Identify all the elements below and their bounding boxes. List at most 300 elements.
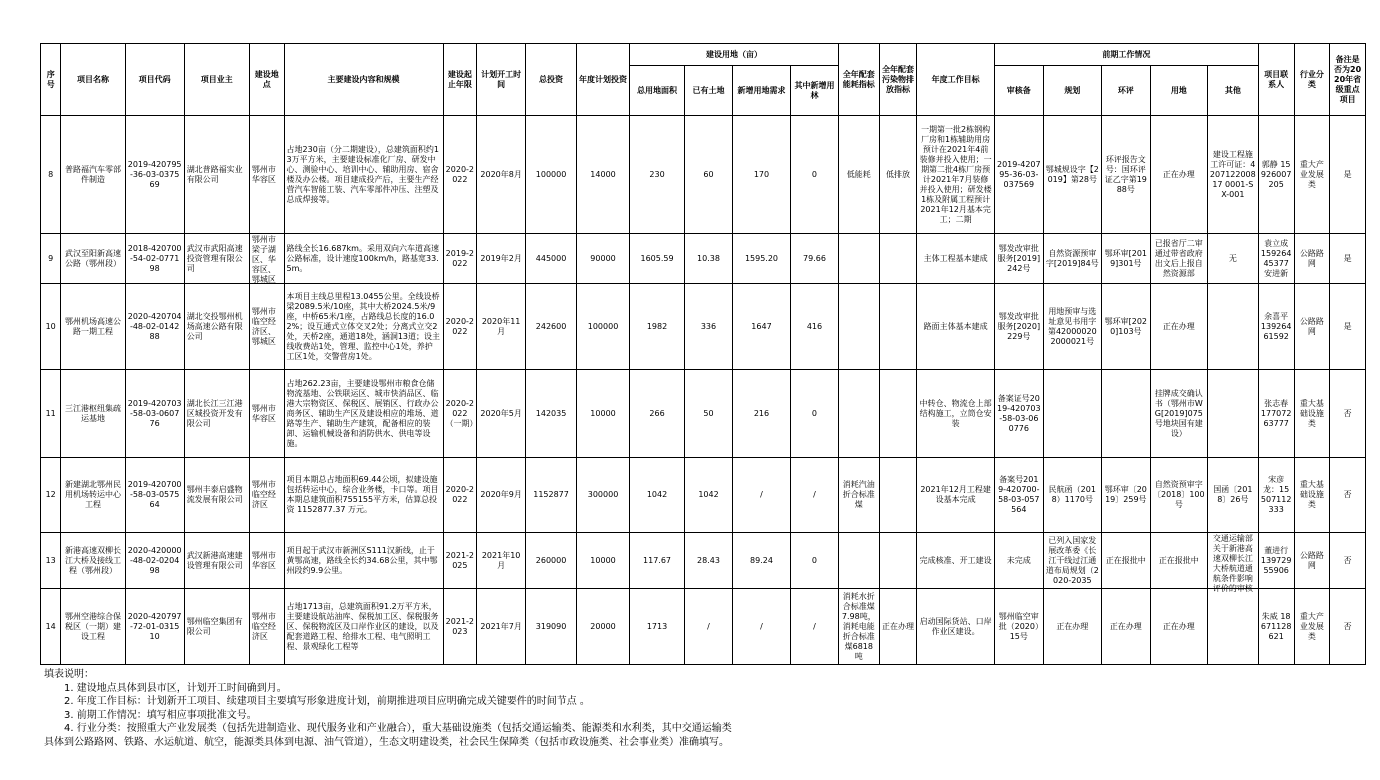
cell-text: 2020-2022（一期） — [445, 398, 478, 428]
cell-contact — [1258, 589, 1294, 665]
cell-land-have — [685, 284, 733, 370]
cell-eia — [1101, 370, 1150, 458]
cell-text: 2021-2025 — [445, 550, 475, 570]
cell-text: 武汉市武阳高速投资管理有限公司 — [186, 243, 243, 273]
cell-remark — [1330, 370, 1366, 458]
cell-contact — [1258, 116, 1294, 234]
note-4: 4. 行业分类：按照重大产业发展类（包括先进制造业、现代服务业和产业融合），重大基础设施类（包括交通运输类、能源类和水利类，其中交通运输类 — [64, 723, 732, 734]
header-land-have: 已有土地 — [685, 66, 733, 116]
cell-contact — [1258, 284, 1294, 370]
cell-seq — [41, 234, 61, 284]
cell-land-new — [732, 533, 790, 589]
cell-text: 10000 — [590, 555, 616, 565]
cell-start — [477, 458, 526, 533]
header-name: 项目名称 — [61, 44, 125, 116]
cell-land-forest — [791, 458, 839, 533]
cell-text: 路线全长16.687km。采用双向六车道高速公路标准，设计速度100km/h，路基宽33.5m。 — [286, 243, 439, 273]
cell-land-have — [685, 116, 733, 234]
cell-land-forest — [791, 589, 839, 665]
cell-location — [249, 533, 284, 589]
cell-text: 宋彦龙：15507112333 — [1260, 475, 1292, 514]
cell-text: 重大基础设施类 — [1299, 480, 1324, 509]
cell-energy — [838, 533, 879, 589]
cell-name — [61, 589, 125, 665]
cell-category — [1294, 234, 1330, 284]
cell-text: 占地262.23亩，主要建设鄂州市粮食仓储物流基地、公铁联运区、城市快消品区、临港大宗物资区、保税区、展销区、行政办公商务区、辅助生产区及建设相应的堆场、道路等生产、辅助生产建筑，配备相应的装卸、运输机械设备和消防供水、供电等设施。 — [286, 378, 439, 448]
cell-planning — [1043, 589, 1101, 665]
cell-code — [125, 589, 184, 665]
cell-planning — [1043, 458, 1101, 533]
cell-content — [284, 458, 443, 533]
table-row — [41, 370, 1366, 458]
cell-text: 正在办理 — [1162, 621, 1195, 631]
note-1: 1. 建设地点具体到县市区，计划开工时间确到月。 — [64, 682, 287, 694]
cell-seq — [41, 284, 61, 370]
header-owner: 项目业主 — [184, 44, 249, 116]
cell-text: 11 — [45, 408, 56, 418]
cell-seq — [41, 116, 61, 234]
cell-text: 鄂州市临空经济区 — [251, 611, 276, 641]
note-2: 2. 年度工作目标：计划新开工项目、续建项目主要填写形象进度计划，前期推进项目应明确完成关键要件的时间节点 。 — [64, 696, 590, 707]
cell-other — [1207, 370, 1258, 458]
cell-approval — [994, 458, 1043, 533]
cell-text: 一期第一批2栋钢构厂房和1栋辅助用房预计在2021年4前装修并投入使用；一期第二批4栋厂房预计2021年7月装修并投入使用；研发楼1栋及附属工程预计2021年12月基本完工；二期 — [919, 124, 992, 224]
cell-remark — [1330, 458, 1366, 533]
cell-text: 319090 — [535, 621, 567, 631]
notes-section — [44, 668, 1364, 749]
cell-text: 鄂发改审批服务[2019]242号 — [997, 243, 1041, 273]
cell-text: 1042 — [646, 490, 668, 499]
cell-category — [1294, 370, 1330, 458]
cell-owner — [184, 533, 249, 589]
cell-land-new — [732, 234, 790, 284]
cell-goal — [917, 458, 994, 533]
cell-text: 建设工程施工许可证：420712200817 0001-SX-001 — [1209, 149, 1256, 199]
cell-text: 新建湖北鄂州民用机场转运中心工程 — [64, 480, 121, 509]
cell-planning — [1043, 116, 1101, 234]
cell-energy — [838, 116, 879, 234]
cell-text: 新港高速双柳长江大桥及接线工程（鄂州段） — [64, 545, 121, 575]
cell-owner — [184, 284, 249, 370]
cell-text: 否 — [1343, 621, 1352, 631]
header-pollution: 全年配套污染物排放指标 — [879, 44, 917, 116]
cell-text: 2019年2月 — [480, 253, 522, 263]
cell-text: 武汉新港高速建设管理有限公司 — [186, 550, 243, 570]
cell-seq — [41, 533, 61, 589]
cell-land-forest — [791, 284, 839, 370]
cell-land-new — [732, 116, 790, 234]
cell-text: / — [813, 490, 816, 499]
cell-text: 主体工程基本建成 — [923, 253, 988, 263]
cell-text: 项目起于武汉市新洲区S111汉新线，止于黄鄂高速，路线全长约34.68公里，其中鄂州段约9.9公里。 — [286, 545, 438, 575]
header-other: 其他 — [1207, 66, 1258, 116]
cell-land-forest — [791, 234, 839, 284]
header-land-forest: 其中新增用林 — [791, 66, 839, 116]
cell-text: 湖北长江三江港区城投资开发有限公司 — [186, 398, 243, 428]
cell-text: 2020-420704-48-02-014288 — [127, 311, 182, 341]
cell-other — [1207, 589, 1258, 665]
cell-landuse — [1150, 458, 1207, 533]
cell-land-new — [732, 370, 790, 458]
cell-remark — [1330, 116, 1366, 234]
cell-text: 170 — [753, 169, 770, 179]
cell-text: 2021年10月 — [481, 550, 521, 570]
table-row — [41, 284, 1366, 370]
note-3: 3. 前期工作情况：填写相应事项批准文号。 — [64, 709, 257, 721]
cell-text: 正在办理 — [1162, 321, 1195, 331]
cell-text: 鄂环审[2019]301号 — [1104, 248, 1148, 268]
cell-text: 1647 — [751, 321, 772, 331]
header-landuse: 用地 — [1150, 66, 1207, 116]
cell-text: 2019-2022 — [445, 248, 475, 268]
cell-energy — [838, 589, 879, 665]
cell-text: 重大基础设施类 — [1299, 398, 1324, 428]
cell-text: 项目本期总占地面积69.44公顷，拟建设施包括转运中心，综合业务楼，卡口等。项目本期总建筑面积755155平方米，估算总投资 1152877.37 万元。 — [286, 475, 439, 514]
cell-text: 2019-420795-36-03-037569 — [997, 159, 1041, 189]
cell-text: 鄂发改审批服务[2020]229号 — [997, 311, 1041, 341]
cell-text: 武汉至阳新高速公路（鄂州段） — [64, 248, 121, 268]
cell-text: 2020年11月 — [481, 316, 521, 336]
cell-content — [284, 533, 443, 589]
header-start: 计划开工时间 — [477, 44, 526, 116]
cell-text: 鄂州市临空经济区 — [251, 480, 276, 509]
cell-text: 鄂环审〔2019〕259号 — [1104, 485, 1147, 504]
cell-land-total — [630, 284, 685, 370]
cell-pollution — [879, 116, 917, 234]
cell-text: 28.43 — [697, 555, 720, 565]
cell-text: 13 — [45, 555, 56, 565]
cell-code — [125, 370, 184, 458]
cell-text: 416 — [806, 321, 823, 331]
cell-approval — [994, 533, 1043, 589]
table-row — [41, 234, 1366, 284]
cell-text: 0 — [811, 408, 818, 418]
cell-total — [526, 458, 577, 533]
cell-land-forest — [791, 116, 839, 234]
cell-land-have — [685, 533, 733, 589]
cell-text: 郭静 15926007205 — [1260, 159, 1292, 189]
header-row-1 — [41, 44, 1366, 66]
cell-approval — [994, 116, 1043, 234]
cell-text: 20000 — [590, 621, 616, 631]
project-table-container — [40, 43, 1366, 665]
cell-text: 湖北交投鄂州机场高速公路有限公司 — [186, 311, 243, 341]
cell-land-total — [630, 533, 685, 589]
cell-text: 董进行 13972955906 — [1260, 545, 1292, 575]
cell-text: 2018-420700-54-02-077198 — [127, 243, 182, 273]
table-body — [41, 116, 1366, 665]
cell-content — [284, 370, 443, 458]
header-goal: 年度工作目标 — [917, 44, 994, 116]
cell-text: 1042 — [698, 490, 719, 499]
cell-text: 266 — [649, 408, 665, 418]
cell-start — [477, 234, 526, 284]
cell-text: 本项目主线总里程13.0455公里。全线设桥梁2089.5米/10座，其中大桥2024.5米/9座，中桥65米/1座，占路线总长度的16.02%；设互通式立体交叉2处；分离式立交2处，天桥2座，通道18处，涵洞13道；设主线收费站1处，管理、监控中心1处，养护工区1处，交警营房1处。 — [286, 291, 440, 361]
cell-annual — [577, 284, 630, 370]
cell-land-total — [630, 458, 685, 533]
header-pre-group: 前期工作情况 — [994, 44, 1258, 66]
cell-text: 自然资预审字〔2018〕100号 — [1152, 480, 1205, 509]
cell-code — [125, 116, 184, 234]
cell-text: 路面主体基本建成 — [923, 321, 988, 331]
cell-eia — [1101, 284, 1150, 370]
cell-period — [443, 116, 477, 234]
cell-text: 90000 — [590, 253, 616, 263]
cell-text: 完成核准、开工建设 — [919, 555, 992, 565]
cell-text: 占地230亩（分二期建设），总建筑面积约13万平方米，主要建设标准化厂房、研发中心、测验中心、培训中心、辅助用房、宿舍楼及办公楼。项目建成投产后，主要生产经营汽车智能工装、汽车零部件冲压、注塑及总成焊接等。 — [286, 144, 439, 204]
cell-text: 备案证号2019-420703-58-03-060776 — [997, 393, 1041, 433]
cell-landuse — [1150, 234, 1207, 284]
cell-text: 鄂州临空集团有限公司 — [186, 616, 243, 636]
header-category: 行业分类 — [1294, 44, 1330, 116]
cell-approval — [994, 234, 1043, 284]
cell-content — [284, 234, 443, 284]
cell-annual — [577, 234, 630, 284]
cell-text: 低排放 — [886, 169, 911, 179]
cell-period — [443, 370, 477, 458]
cell-text: 50 — [703, 408, 714, 418]
cell-total — [526, 284, 577, 370]
cell-owner — [184, 370, 249, 458]
cell-text: 2021年7月 — [480, 621, 522, 631]
cell-text: 挂牌成交确认书（鄂州市WG[2019]075号地块国有建设） — [1154, 388, 1203, 438]
header-content: 主要建设内容和规模 — [284, 44, 443, 116]
cell-text: 0 — [811, 555, 818, 565]
cell-approval — [994, 284, 1043, 370]
cell-text: 2020-420000-48-02-020498 — [127, 545, 182, 575]
cell-contact — [1258, 533, 1294, 589]
cell-annual — [577, 589, 630, 665]
cell-text: 公路路网 — [1299, 550, 1324, 570]
header-eia: 环评 — [1101, 66, 1150, 116]
cell-text: 用地预审与选址意见书用字第420000202000021号 — [1047, 306, 1097, 346]
cell-text: 鄂州市华容区 — [251, 550, 276, 570]
cell-goal — [917, 370, 994, 458]
cell-pollution — [879, 284, 917, 370]
cell-goal — [917, 589, 994, 665]
cell-text: 2021年12月工程建设基本完成 — [920, 485, 991, 504]
cell-remark — [1330, 533, 1366, 589]
cell-text: 重大产业发展类 — [1299, 611, 1324, 641]
cell-text: 重大产业发展类 — [1299, 159, 1324, 189]
cell-content — [284, 284, 443, 370]
cell-energy — [838, 370, 879, 458]
cell-text: 正在办理 — [1109, 621, 1142, 631]
cell-eia — [1101, 458, 1150, 533]
cell-text: 2019-420703-58-03-060776 — [127, 398, 182, 428]
cell-pollution — [879, 533, 917, 589]
cell-text: 中转仓、物流仓上部结构施工，立筒仓安装 — [919, 398, 992, 428]
cell-text: 朱威 18671128621 — [1260, 611, 1292, 641]
cell-pollution — [879, 234, 917, 284]
cell-land-new — [732, 589, 790, 665]
cell-location — [249, 589, 284, 665]
cell-text: 国函〔2018〕26号 — [1213, 485, 1253, 504]
cell-remark — [1330, 234, 1366, 284]
cell-goal — [917, 234, 994, 284]
cell-period — [443, 458, 477, 533]
cell-text: / — [760, 621, 763, 631]
header-location: 建设地点 — [249, 44, 284, 116]
cell-remark — [1330, 589, 1366, 665]
cell-planning — [1043, 370, 1101, 458]
cell-text: 占地1713亩，总建筑面积91.2万平方米，主要建设航站油库、保税加工区、保税服务区、保税物流区及口岸作业区的建设，以及配套道路工程、给排水工程、电气照明工程、景观绿化工程等 — [286, 601, 439, 651]
cell-text: 1982 — [646, 321, 668, 331]
cell-text: 2020-2022 — [445, 485, 475, 504]
cell-content — [284, 116, 443, 234]
cell-energy — [838, 284, 879, 370]
cell-pollution — [879, 589, 917, 665]
cell-text: 8 — [48, 169, 54, 179]
note-4-continued: 具体到公路路网、铁路、水运航道、航空，能源类具体到电源、油气管道），生态文明建设类，社会民生保障类（包括市政设施类、社会事业类）准确填写。 — [44, 736, 729, 748]
table-row — [41, 116, 1366, 234]
cell-start — [477, 370, 526, 458]
cell-annual — [577, 458, 630, 533]
cell-text: 余喜平 13926461592 — [1260, 311, 1292, 341]
cell-text: 100000 — [587, 321, 619, 331]
cell-text: 300000 — [587, 490, 619, 499]
cell-text: 89.24 — [750, 555, 773, 565]
cell-period — [443, 533, 477, 589]
cell-land-have — [685, 234, 733, 284]
cell-location — [249, 234, 284, 284]
cell-planning — [1043, 533, 1101, 589]
header-remark: 备注是否为2020年省级重点项目 — [1330, 44, 1366, 116]
cell-other — [1207, 458, 1258, 533]
cell-eia — [1101, 589, 1150, 665]
cell-text: 鄂环审[2020]103号 — [1104, 316, 1148, 336]
cell-land-new — [732, 284, 790, 370]
cell-planning — [1043, 234, 1101, 284]
header-approval: 审核备 — [994, 66, 1043, 116]
notes-title: 填表说明： — [44, 669, 94, 680]
cell-seq — [41, 458, 61, 533]
cell-text: 民航函（2018）1170号 — [1048, 485, 1096, 504]
cell-name — [61, 533, 125, 589]
cell-text: 2020年9月 — [480, 490, 522, 499]
cell-text: 鄂州机场高速公路一期工程 — [64, 316, 121, 336]
cell-eia — [1101, 234, 1150, 284]
cell-text: 已列入国家发展改革委《长江干线过江通道布局规划（2020-2035 — [1045, 535, 1099, 585]
cell-pollution — [879, 458, 917, 533]
cell-content — [284, 589, 443, 665]
header-planning: 规划 — [1043, 66, 1101, 116]
table-row — [41, 458, 1366, 533]
cell-text: 正在报批中 — [1158, 555, 1199, 565]
cell-text: / — [813, 621, 816, 631]
cell-text: 张志春 17707263777 — [1260, 398, 1292, 428]
cell-text: 无 — [1228, 253, 1237, 263]
cell-land-total — [630, 589, 685, 665]
cell-location — [249, 370, 284, 458]
cell-remark — [1330, 284, 1366, 370]
cell-text: 是 — [1343, 321, 1352, 331]
cell-category — [1294, 458, 1330, 533]
cell-start — [477, 284, 526, 370]
cell-eia — [1101, 533, 1150, 589]
cell-text: 湖北普路福实业有限公司 — [186, 164, 243, 184]
header-seq: 序号 — [41, 44, 61, 116]
header-land-group: 建设用地（亩） — [630, 44, 839, 66]
cell-owner — [184, 458, 249, 533]
cell-text: 否 — [1343, 408, 1352, 418]
cell-text: 10000 — [590, 408, 616, 418]
cell-text: 79.66 — [803, 253, 826, 263]
cell-annual — [577, 116, 630, 234]
cell-goal — [917, 116, 994, 234]
cell-text: / — [760, 490, 763, 499]
cell-period — [443, 284, 477, 370]
cell-pollution — [879, 370, 917, 458]
cell-land-total — [630, 116, 685, 234]
cell-eia — [1101, 116, 1150, 234]
cell-code — [125, 284, 184, 370]
cell-text: 三江港枢纽集疏运基地 — [64, 403, 121, 423]
cell-annual — [577, 370, 630, 458]
cell-approval — [994, 589, 1043, 665]
cell-text: 否 — [1343, 490, 1352, 499]
cell-total — [526, 234, 577, 284]
cell-text: 242600 — [535, 321, 567, 331]
cell-text: 交通运输部关于新港高速双柳长江大桥航道通航条件影响评价的审核 — [1212, 533, 1253, 593]
cell-text: 是 — [1343, 169, 1352, 179]
cell-period — [443, 234, 477, 284]
cell-location — [249, 284, 284, 370]
header-period: 建设起止年限 — [443, 44, 477, 116]
header-annual: 年度计划投资 — [577, 44, 630, 116]
cell-text: 2020年8月 — [480, 169, 522, 179]
cell-period — [443, 589, 477, 665]
cell-text: 2019-420700-58-03-057564 — [127, 480, 182, 509]
cell-text: 消耗汽油折合标准煤 — [842, 480, 875, 509]
cell-land-forest — [791, 370, 839, 458]
cell-text: 336 — [700, 321, 717, 331]
cell-text: 1152877 — [533, 490, 569, 499]
cell-category — [1294, 533, 1330, 589]
cell-goal — [917, 284, 994, 370]
cell-seq — [41, 370, 61, 458]
project-table — [40, 43, 1366, 665]
cell-land-forest — [791, 533, 839, 589]
cell-category — [1294, 116, 1330, 234]
cell-energy — [838, 234, 879, 284]
cell-text: 60 — [703, 169, 714, 179]
cell-total — [526, 370, 577, 458]
cell-name — [61, 370, 125, 458]
cell-text: 是 — [1343, 253, 1352, 263]
cell-approval — [994, 370, 1043, 458]
cell-land-have — [685, 589, 733, 665]
cell-landuse — [1150, 370, 1207, 458]
cell-text: 公路路网 — [1299, 316, 1324, 336]
cell-other — [1207, 116, 1258, 234]
cell-text: 鄂州市梁子湖区、华容区、鄂城区 — [251, 234, 276, 284]
header-total: 总投资 — [526, 44, 577, 116]
cell-text: 10.38 — [697, 253, 720, 263]
cell-landuse — [1150, 533, 1207, 589]
cell-goal — [917, 533, 994, 589]
cell-code — [125, 533, 184, 589]
cell-text: 环评报告文号：国环评证乙字第1988号 — [1104, 154, 1147, 194]
cell-name — [61, 458, 125, 533]
cell-text: 117.67 — [643, 555, 672, 565]
cell-location — [249, 458, 284, 533]
header-land-new: 新增用地需求 — [732, 66, 790, 116]
cell-land-new — [732, 458, 790, 533]
cell-contact — [1258, 234, 1294, 284]
cell-text: 2021-2023 — [445, 616, 475, 636]
cell-text: 14 — [45, 621, 56, 631]
